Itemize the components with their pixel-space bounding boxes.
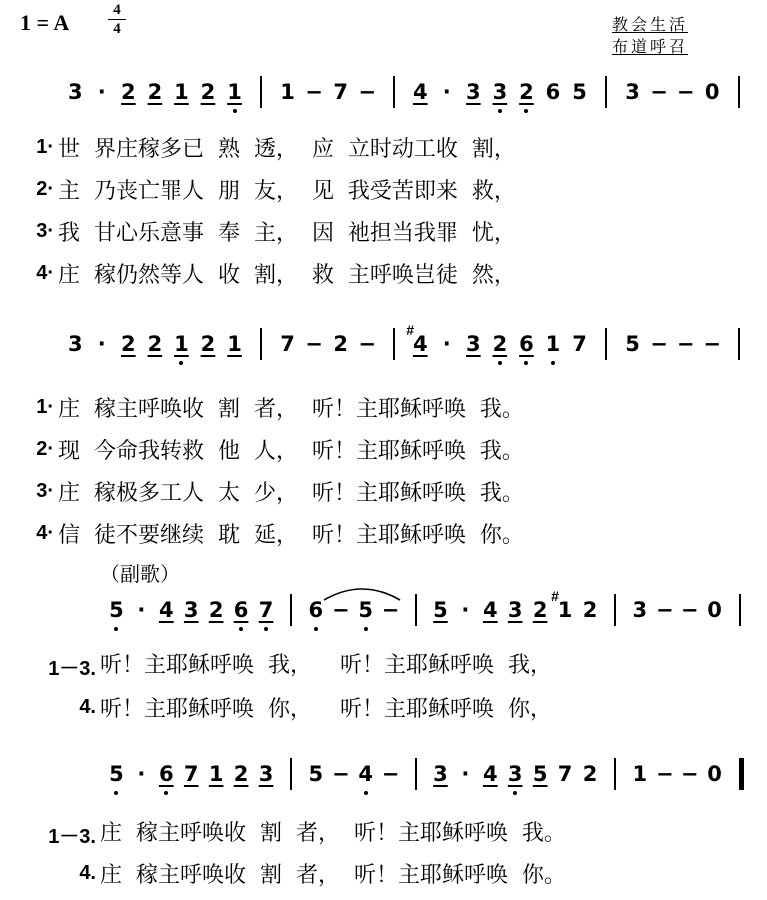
dash-extension: − bbox=[655, 598, 674, 622]
note: 3 bbox=[67, 80, 83, 104]
note: 7 bbox=[557, 762, 573, 786]
verse-number: 1· bbox=[36, 396, 54, 418]
dash-extension: − bbox=[680, 762, 699, 786]
note: 1 bbox=[171, 332, 191, 356]
sharp-sign: # bbox=[551, 588, 559, 604]
verse-number: 2· bbox=[36, 438, 54, 460]
dash-extension: − bbox=[305, 80, 323, 104]
note: 3 bbox=[507, 598, 523, 622]
augmentation-dot: · bbox=[97, 80, 106, 104]
note: 5 bbox=[106, 598, 126, 622]
verse-number: 1－3. bbox=[48, 658, 96, 680]
note: 3 bbox=[466, 332, 481, 356]
note: 7 bbox=[333, 80, 348, 104]
note: 6 bbox=[231, 598, 251, 622]
note: 5 bbox=[308, 762, 324, 786]
note: 4 bbox=[412, 80, 428, 104]
barline bbox=[290, 594, 292, 626]
note: 3 bbox=[67, 332, 83, 356]
dash-extension: − bbox=[676, 332, 695, 356]
dash-extension: − bbox=[676, 80, 695, 104]
verse-number: 4. bbox=[79, 862, 96, 884]
lyric-line: 庄 稼主呼唤收 割 者， 听！主耶稣呼唤 你。 bbox=[100, 863, 566, 888]
note: 6 bbox=[306, 598, 326, 622]
note: 6 bbox=[156, 762, 176, 786]
lyric-line: 庄 稼主呼唤收 割 者， 听！主耶稣呼唤 我。 bbox=[100, 821, 566, 846]
note: 1 bbox=[225, 80, 245, 104]
dash-extension: − bbox=[305, 332, 323, 356]
lyric-line: 世 界庄稼多已 熟 透， 应 立时动工收 割， bbox=[58, 137, 516, 162]
verse-number: 1· bbox=[36, 136, 54, 158]
key-signature: 1 = A bbox=[20, 10, 70, 35]
final-barline bbox=[739, 758, 744, 790]
note: 1 bbox=[543, 332, 563, 356]
dash-extension: − bbox=[680, 598, 699, 622]
note: 2 bbox=[147, 332, 163, 356]
dash-extension: − bbox=[331, 762, 350, 786]
note: 2 bbox=[490, 332, 510, 356]
augmentation-dot: · bbox=[137, 598, 146, 622]
lyric-line: 听！主耶稣呼唤 我， 听！主耶稣呼唤 我， bbox=[100, 653, 552, 678]
note: 1 bbox=[174, 80, 189, 104]
barline bbox=[393, 328, 395, 360]
barline bbox=[415, 594, 417, 626]
lyric-line: 庄 稼极多工人 太 少， 听！主耶稣呼唤 我。 bbox=[58, 481, 524, 506]
augmentation-dot: · bbox=[97, 332, 106, 356]
note: 1 bbox=[227, 332, 242, 356]
note: 3 bbox=[258, 762, 274, 786]
note: 2 bbox=[200, 332, 216, 356]
verse-number: 1－3. bbox=[48, 826, 96, 848]
note: 7 bbox=[572, 332, 587, 356]
dash-extension: − bbox=[331, 598, 350, 622]
barline bbox=[738, 76, 740, 108]
lyric-line: 庄 稼主呼唤收 割 者， 听！主耶稣呼唤 我。 bbox=[58, 397, 524, 422]
note: 1 bbox=[632, 762, 648, 786]
lyric-line: 信 徒不要继续 耽 延， 听！主耶稣呼唤 你。 bbox=[58, 523, 524, 548]
dash-extension: − bbox=[381, 762, 400, 786]
note: 4 bbox=[482, 598, 498, 622]
note: 5 bbox=[106, 762, 126, 786]
dash-extension: − bbox=[703, 332, 721, 356]
note: 6 bbox=[516, 332, 536, 356]
barline bbox=[260, 328, 262, 360]
note: 0 bbox=[707, 762, 722, 786]
note: 2 bbox=[532, 598, 548, 622]
lyric-line: 现 今命我转救 他 人， 听！主耶稣呼唤 我。 bbox=[58, 439, 524, 464]
time-signature-top: 4 bbox=[113, 2, 121, 18]
lyric-line: 听！主耶稣呼唤 你， 听！主耶稣呼唤 你， bbox=[100, 697, 552, 722]
note: 2 bbox=[582, 762, 598, 786]
note: 2 bbox=[233, 762, 249, 786]
note: 2 bbox=[200, 80, 216, 104]
note: 5 bbox=[532, 762, 548, 786]
note: 3 bbox=[505, 762, 525, 786]
note: 2 bbox=[516, 80, 536, 104]
category-tag-1: 教会生活 bbox=[612, 15, 689, 34]
note: 3 bbox=[466, 80, 481, 104]
verse-number: 3· bbox=[36, 220, 54, 242]
note: 3 bbox=[632, 598, 648, 622]
time-signature-bottom: 4 bbox=[113, 21, 121, 37]
note: 2 bbox=[208, 598, 224, 622]
barline bbox=[415, 758, 417, 790]
dash-extension: − bbox=[650, 332, 668, 356]
note: 5 bbox=[572, 80, 587, 104]
lyric-line: 庄 稼仍然等人 收 割， 救 主呼唤岂徒 然， bbox=[58, 263, 516, 288]
barline bbox=[260, 76, 262, 108]
note: 2 bbox=[333, 332, 348, 356]
slur-tie bbox=[322, 584, 402, 602]
note: 3 bbox=[490, 80, 510, 104]
note: 7 bbox=[256, 598, 276, 622]
note: 7 bbox=[183, 762, 199, 786]
verse-number: 4· bbox=[36, 262, 54, 284]
note: 4 bbox=[412, 332, 428, 356]
barline bbox=[393, 76, 395, 108]
verse-number: 4· bbox=[36, 522, 54, 544]
augmentation-dot: · bbox=[461, 762, 470, 786]
barline bbox=[738, 328, 740, 360]
note: 7 bbox=[280, 332, 295, 356]
augmentation-dot: · bbox=[442, 80, 451, 104]
note: 1 bbox=[280, 80, 295, 104]
verse-number: 4. bbox=[79, 696, 96, 718]
dash-extension: − bbox=[358, 332, 376, 356]
sharp-sign: # bbox=[406, 322, 415, 338]
note: 1 bbox=[557, 598, 573, 622]
verse-number: 3· bbox=[36, 480, 54, 502]
note: 2 bbox=[147, 80, 163, 104]
barline bbox=[614, 758, 616, 790]
note: 5 bbox=[433, 598, 448, 622]
note: 6 bbox=[545, 80, 561, 104]
note: 5 bbox=[356, 598, 376, 622]
chorus-label: （副歌） bbox=[100, 562, 180, 586]
barline bbox=[605, 328, 607, 360]
augmentation-dot: · bbox=[461, 598, 470, 622]
note: 4 bbox=[482, 762, 498, 786]
note: 4 bbox=[356, 762, 376, 786]
dash-extension: − bbox=[655, 762, 674, 786]
lyric-line: 我 甘心乐意事 奉 主， 因 祂担当我罪 忧， bbox=[58, 221, 516, 246]
note: 1 bbox=[208, 762, 224, 786]
lyric-line: 主 乃丧亡罪人 朋 友， 见 我受苦即来 救， bbox=[58, 179, 516, 204]
augmentation-dot: · bbox=[442, 332, 451, 356]
dash-extension: − bbox=[358, 80, 376, 104]
barline bbox=[605, 76, 607, 108]
note: 3 bbox=[433, 762, 448, 786]
note: 2 bbox=[582, 598, 598, 622]
augmentation-dot: · bbox=[137, 762, 146, 786]
note: 3 bbox=[625, 80, 640, 104]
note: 3 bbox=[183, 598, 199, 622]
note: 2 bbox=[121, 332, 136, 356]
note: 2 bbox=[121, 80, 136, 104]
note: 4 bbox=[158, 598, 174, 622]
note: 0 bbox=[707, 598, 722, 622]
dash-extension: − bbox=[650, 80, 668, 104]
dash-extension: − bbox=[381, 598, 400, 622]
note: 0 bbox=[704, 80, 720, 104]
barline bbox=[614, 594, 616, 626]
note: 5 bbox=[625, 332, 640, 356]
barline bbox=[290, 758, 292, 790]
barline bbox=[739, 594, 741, 626]
category-tag-2: 布道呼召 bbox=[612, 37, 689, 56]
verse-number: 2· bbox=[36, 178, 54, 200]
